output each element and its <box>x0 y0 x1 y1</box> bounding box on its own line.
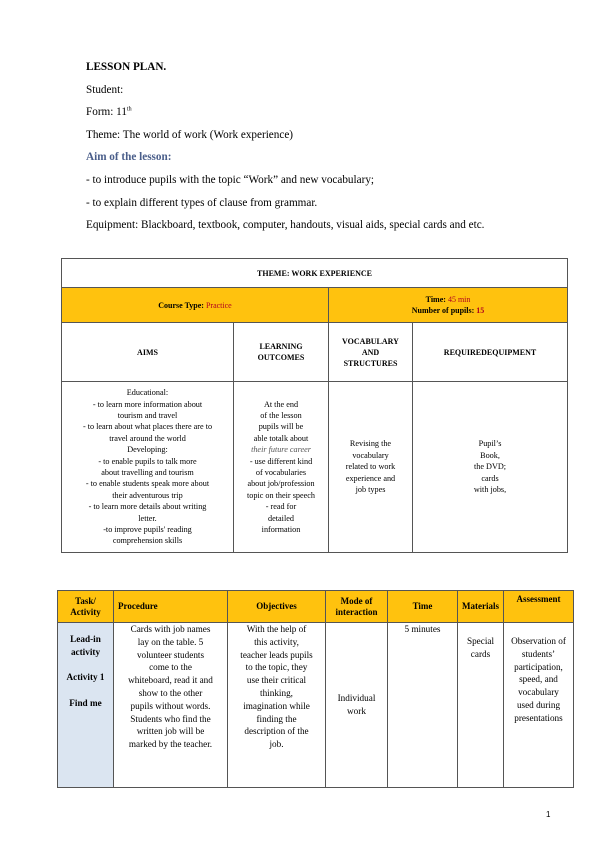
outcomes-line: - use different kind <box>249 456 313 466</box>
aims-line: about travelling and tourism <box>101 468 194 477</box>
equipment-line: Equipment: Blackboard, textbook, computer, handouts, visual aids, special cards and etc. <box>86 219 485 232</box>
objectives-line: this activity, <box>254 636 299 647</box>
assessment-cell <box>504 623 574 788</box>
task-cell <box>58 623 114 788</box>
lesson-header <box>86 56 546 237</box>
task-line <box>58 684 113 697</box>
assessment-line: participation, <box>514 661 563 672</box>
outcomes-line: able totalk about <box>253 433 309 443</box>
materials-header: Materials <box>458 591 504 623</box>
aims-line: - to enable students speak more about <box>85 479 210 489</box>
vocab-line: vocabulary <box>352 450 389 460</box>
aim-heading: Aim of the lesson: <box>86 151 172 164</box>
aims-line: travel around the world <box>109 433 186 443</box>
form-superscript: th <box>126 106 132 113</box>
task-line: Lead-in <box>70 634 101 644</box>
vocab-cell <box>329 382 413 553</box>
task-line: Find me <box>69 697 102 708</box>
procedure-cell <box>114 623 228 788</box>
outcomes-line: topic on their speech <box>247 490 315 500</box>
objectives-line: teacher leads pupils <box>240 649 313 660</box>
pupils-value: 15 <box>476 306 485 315</box>
mode-header <box>326 591 388 623</box>
assessment-header: Assessment <box>504 591 574 623</box>
outcomes-line: detailed <box>268 513 294 523</box>
outcomes-header-line-1: LEARNING <box>259 342 303 351</box>
task-header <box>58 591 114 623</box>
assessment-line: speed, and <box>519 674 558 685</box>
objectives-line: use their critical <box>246 675 307 686</box>
aims-line: -to improve pupils' reading <box>103 525 192 535</box>
objectives-line: job. <box>269 739 284 750</box>
theme-table-title: THEME: WORK EXPERIENCE <box>62 259 568 288</box>
objectives-line: to the topic, they <box>245 662 308 673</box>
task-header-line-1: Task/ <box>75 595 96 606</box>
outcomes-line: At the end <box>263 399 299 409</box>
procedure-line: written job will be <box>136 726 205 737</box>
aims-cell <box>62 382 234 553</box>
pupils-line <box>329 305 567 316</box>
time-line <box>329 294 567 305</box>
vocab-header-line-3: STRUCTURES <box>343 358 398 368</box>
aims-line: letter. <box>138 513 157 523</box>
procedure-line: show to the other <box>138 687 203 698</box>
procedure-header: Procedure <box>114 591 228 623</box>
equipment-line: Pupil’s <box>478 439 502 449</box>
lesson-title: LESSON PLAN. <box>86 61 167 73</box>
aims-line: Developing: <box>127 445 168 455</box>
aims-line: - to learn more details about writing <box>88 502 207 512</box>
time-pupils-cell <box>329 288 568 323</box>
procedure-line: lay on the table. 5 <box>137 636 204 647</box>
assessment-line: used during <box>516 699 561 710</box>
vocab-line: Revising the <box>349 439 392 449</box>
outcomes-cell <box>234 382 329 553</box>
equipment-line: the DVD; <box>473 462 507 472</box>
procedure-line: come to the <box>149 662 192 673</box>
procedure-line: Cards with job names <box>130 624 211 634</box>
student-line: Student: <box>86 83 124 96</box>
assessment-line: students’ <box>521 648 556 659</box>
form-label: Form: 11 <box>86 106 127 119</box>
outcomes-line: pupils will be <box>258 422 304 432</box>
time-value: 45 min <box>447 295 471 304</box>
materials-line: Special <box>466 636 495 646</box>
aims-line: - to learn about what places there are to <box>82 422 213 432</box>
procedure-line: volunteer students <box>136 649 205 660</box>
procedure-line: pupils without words. <box>130 700 211 711</box>
vocab-line: experience and <box>345 473 396 483</box>
outcomes-header <box>234 323 329 382</box>
objectives-line: With the help of <box>246 624 307 634</box>
aims-line: their adventurous trip <box>112 490 183 500</box>
equipment-cell <box>413 382 568 553</box>
activity-table <box>57 590 574 788</box>
aims-line: - to enable pupils to talk more <box>98 456 197 466</box>
page-number: 1 <box>546 810 551 819</box>
equipment-line: cards <box>481 473 499 483</box>
vocab-line: job types <box>355 485 386 495</box>
task-line: activity <box>70 646 101 657</box>
vocab-line: related to work <box>345 462 396 472</box>
course-type-value: Practice <box>205 300 232 310</box>
outcomes-line: - read for <box>265 502 297 512</box>
vocab-header-line-1: VOCABULARY <box>342 336 399 346</box>
outcomes-line: their future career <box>251 445 311 455</box>
equipment-header: REQUIREDEQUIPMENT <box>413 323 568 382</box>
aims-line: comprehension skills <box>112 536 183 546</box>
objectives-line: description of the <box>244 726 309 737</box>
time-header: Time <box>388 591 458 623</box>
course-type-cell <box>62 288 329 323</box>
objectives-line: thinking, <box>260 687 293 698</box>
outcomes-line: about job/profession <box>247 479 315 489</box>
aims-line: - to learn more information about <box>92 399 203 409</box>
assessment-line: presentations <box>514 712 563 723</box>
theme-line: Theme: The world of work (Work experience) <box>86 128 294 141</box>
aims-header: AIMS <box>62 323 234 382</box>
mode-line: work <box>347 706 366 716</box>
outcomes-line: of the lesson <box>260 410 302 420</box>
aims-line: Educational: <box>126 388 169 398</box>
mode-header-line-1: Mode of <box>340 595 373 606</box>
materials-line: cards <box>470 648 491 659</box>
vocab-header <box>329 323 413 382</box>
aims-line: tourism and travel <box>117 410 178 420</box>
mode-line: Individual <box>337 693 376 704</box>
outcomes-line: of vocabularies <box>255 468 307 477</box>
task-line <box>58 659 113 672</box>
form-line <box>86 101 546 124</box>
pupils-label: Number of pupils: <box>411 306 475 315</box>
materials-cell <box>458 623 504 788</box>
aim-item-2: - to explain different types of clause from grammar. <box>86 196 318 209</box>
procedure-line: Students who find the <box>130 713 211 724</box>
vocab-header-line-2: AND <box>361 347 380 357</box>
aim-item-1: - to introduce pupils with the topic “Work” and new vocabulary; <box>86 173 375 186</box>
procedure-line: marked by the teacher. <box>128 739 213 750</box>
outcomes-header-line-2: OUTCOMES <box>257 353 305 362</box>
equipment-line: Book, <box>480 450 500 460</box>
mode-cell <box>326 623 388 788</box>
objectives-cell <box>228 623 326 788</box>
objectives-header: Objectives <box>228 591 326 623</box>
mode-header-line-2: interaction <box>335 606 378 617</box>
course-type-label: Course Type: <box>158 300 204 310</box>
procedure-line: whiteboard, read it and <box>128 675 213 686</box>
assessment-line: Observation of <box>511 636 566 646</box>
task-line: Activity 1 <box>66 672 105 683</box>
theme-table <box>61 258 568 553</box>
assessment-line: vocabulary <box>518 687 559 698</box>
objectives-line: finding the <box>256 713 297 724</box>
equipment-line: with jobs, <box>473 485 507 495</box>
outcomes-line: information <box>261 525 301 535</box>
task-header-line-2: Activity <box>70 606 101 617</box>
time-label: Time: <box>425 295 446 304</box>
objectives-line: imagination while <box>243 700 310 711</box>
time-cell: 5 minutes <box>388 623 458 788</box>
